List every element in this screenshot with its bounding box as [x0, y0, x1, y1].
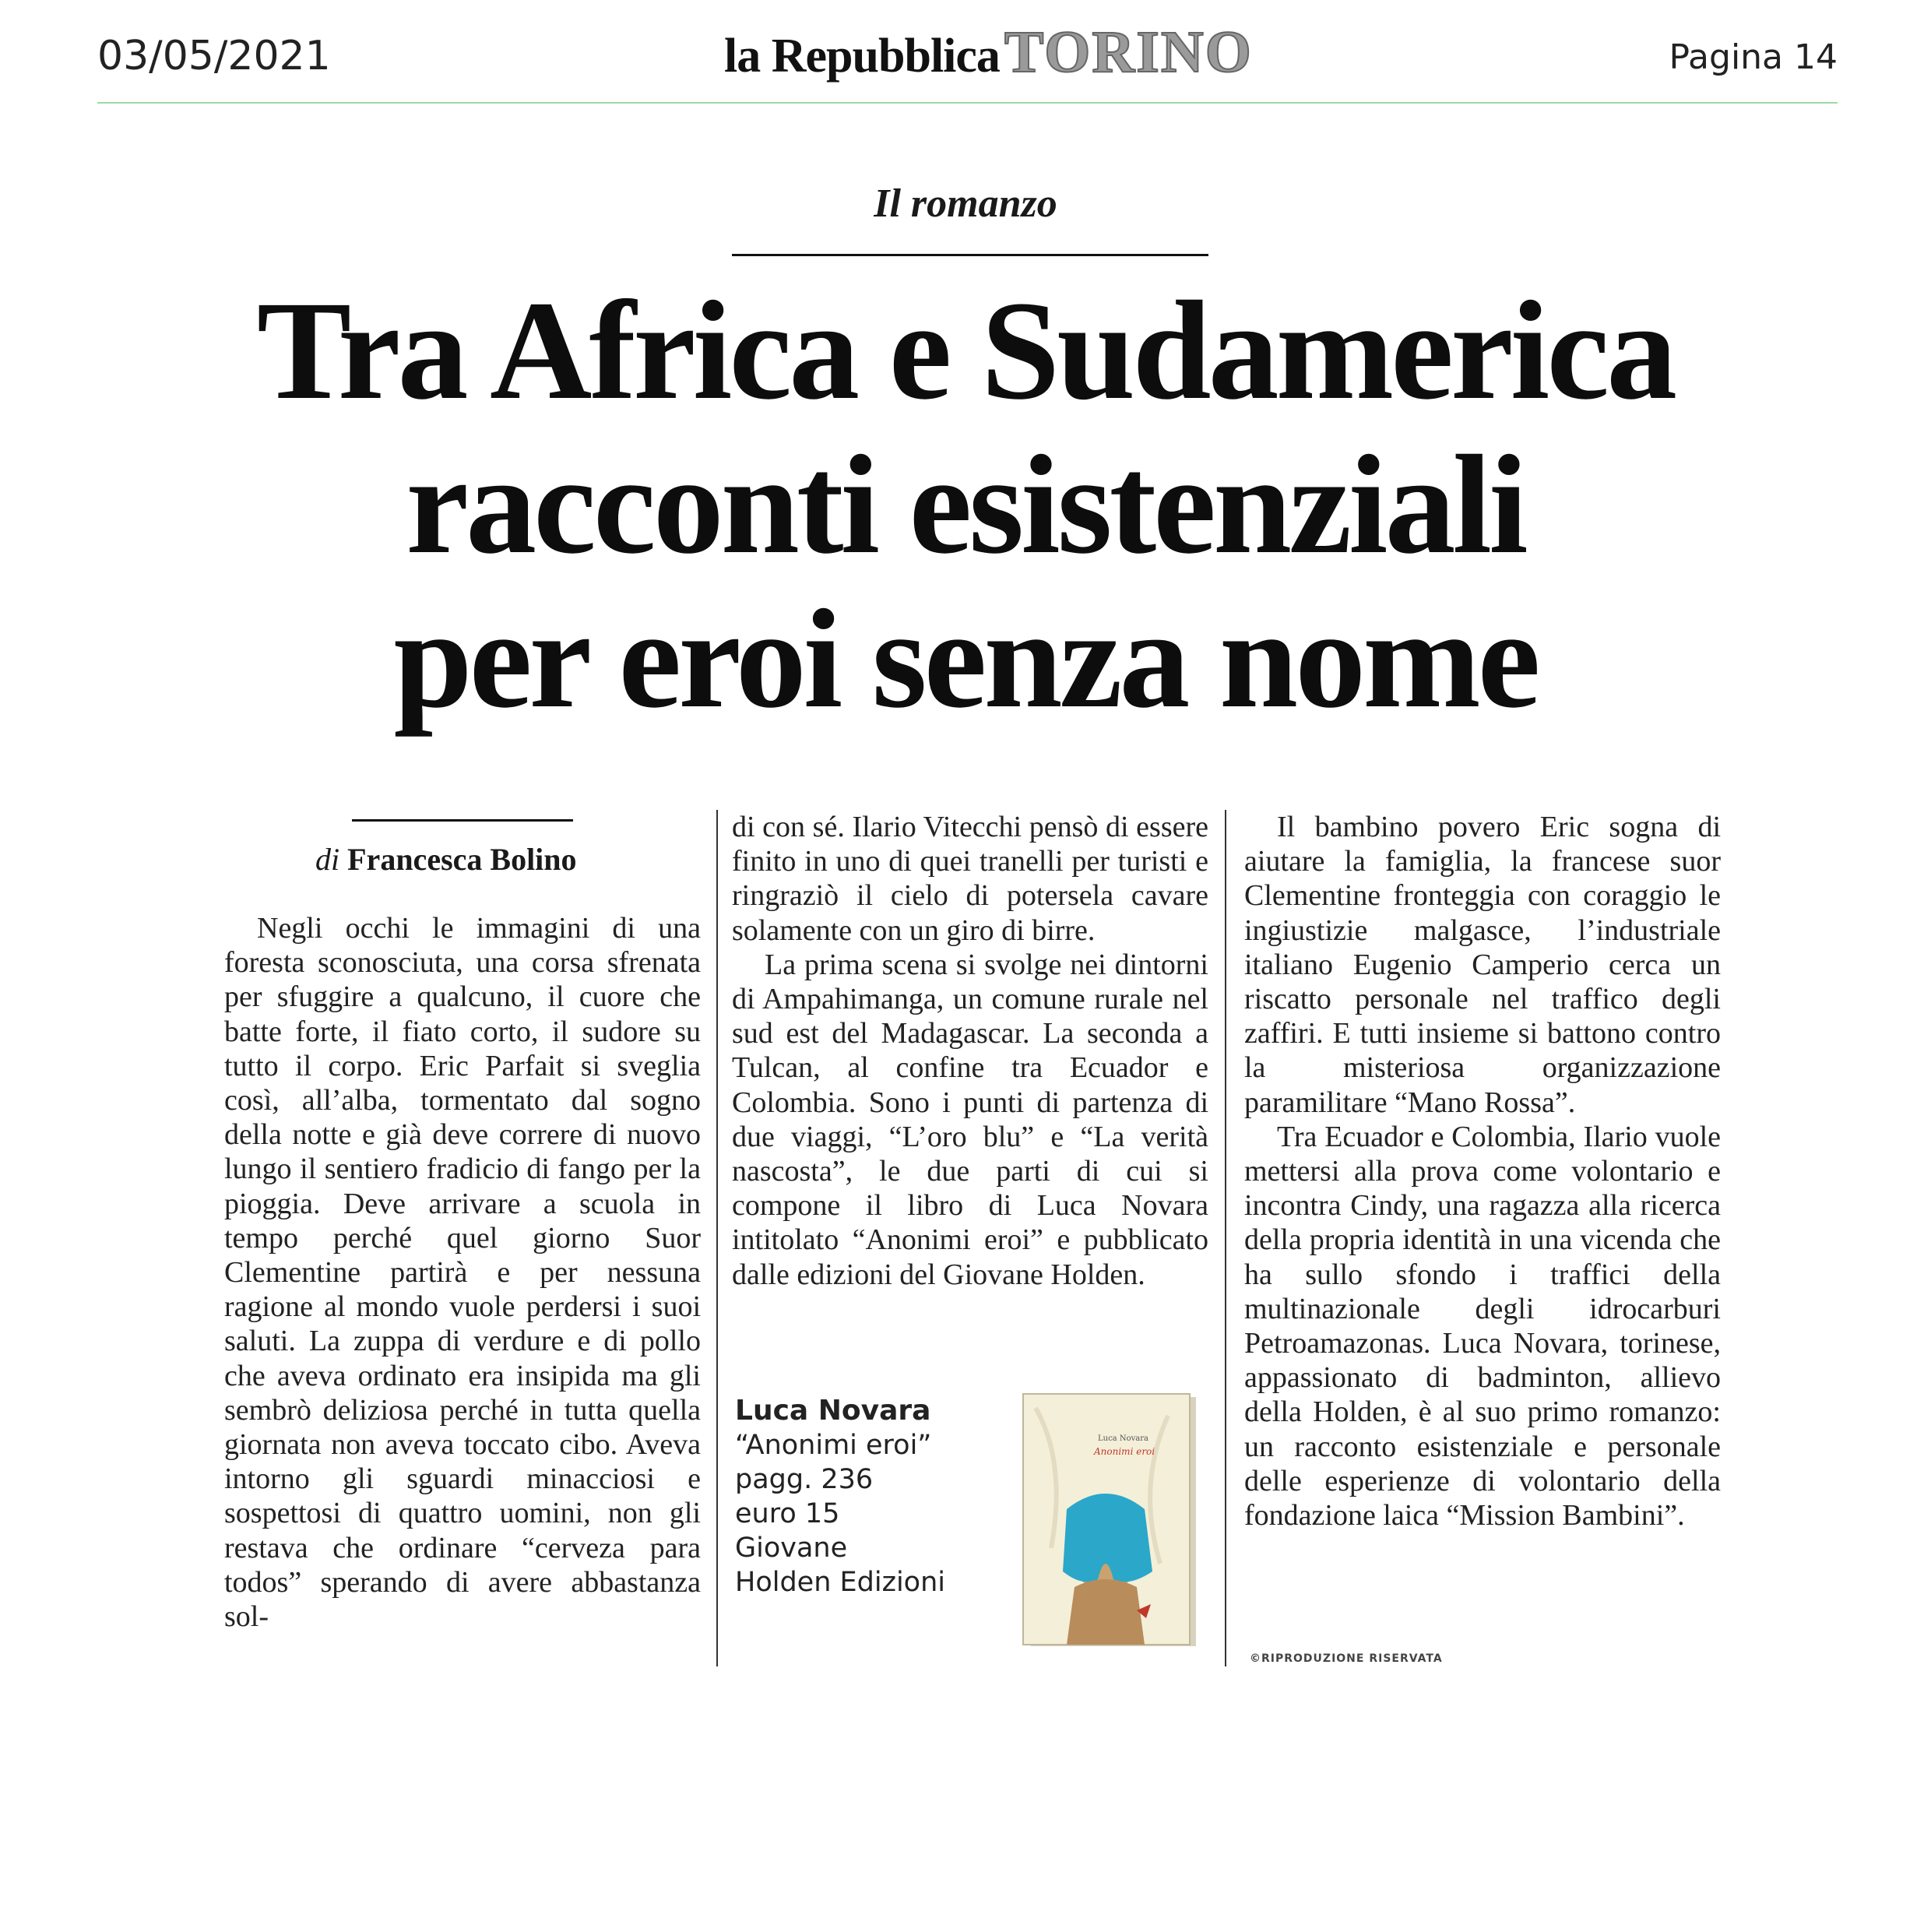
cover-figure-body	[1067, 1579, 1145, 1645]
headline-line-3: per eroi senza nome	[393, 581, 1538, 737]
headline-line-2: racconti esistenziali	[406, 427, 1525, 583]
byline	[315, 841, 577, 878]
paragraph: Tra Ecuador e Colombia, Ilario vuole mettersi alla prova come volontario e incontra Cindy, una ragazza alla ricerca della propria identità in una vicenda che ha sullo sfondo i traffici della multinazionale degli idrocarburi Petroamazonas. Luca Novara, torinese, appassionato di badminton, allievo della Holden, è al suo primo romanzo: un racconto esistenziale e personale delle esperienze di volontario della fondazione laica “Mission Bambini”.	[1244, 1120, 1721, 1533]
masthead-logo	[724, 19, 1253, 85]
headline-line-1: Tra Africa e Sudamerica	[256, 273, 1675, 429]
article-headline	[0, 274, 1931, 737]
article-kicker: Il romanzo	[874, 181, 1057, 226]
book-info-box	[735, 1394, 945, 1599]
cover-author: Luca Novara	[1098, 1434, 1148, 1443]
paragraph: Negli occhi le immagini di una foresta sconosciuta, una corsa sfrenata per sfuggire a qualcuno, il cuore che batte forte, il fiato corto, il sudore su tutto il corpo. Eric Parfait si sveglia così, all’alba, tormentato dal sogno della notte e già deve correre di nuovo lungo il sentiero fradicio di fango per la pioggia. Deve arrivare a scuola in tempo perché quel giorno Suor Clementine partirà e per nessuna ragione al mondo vuole perdersi i suoi saluti. La zuppa di verdure e di pollo che aveva ordinato era insipida ma gli sembrò deliziosa perché in tutta quella giornata non aveva toccato cibo. Aveva intorno gli sguardi minacciosi e sospettosi di quattro uomini, non gli restava che ordinare “cerveza para todos” sperando di avere abbastanza sol-	[224, 912, 701, 1634]
book-publisher-line-2: Holden Edizioni	[735, 1567, 945, 1598]
masthead-main: la Repubblica	[724, 30, 1000, 83]
book-publisher-line-1: Giovane	[735, 1533, 848, 1564]
article-column-1	[224, 911, 701, 1634]
paragraph: Il bambino povero Eric sogna di aiutare la famiglia, la francese suor Clementine fronteggia con coraggio le ingiustizie malgasce, l’industriale italiano Eugenio Camperio cerca un riscatto personale nel traffico degli zaffiri. E tutti insieme si battono contro la misteriosa organizzazione paramilitare “Mano Rossa”.	[1244, 811, 1721, 1119]
header-date: 03/05/2021	[97, 33, 331, 79]
byline-author: Francesca Bolino	[347, 842, 577, 877]
paragraph: di con sé. Ilario Vitecchi pensò di essere finito in uno di quei tranelli per turisti e ringraziò il cielo di potersela cavare solamente con un giro di birre.	[732, 811, 1208, 947]
header-divider	[97, 102, 1838, 104]
book-pages: pagg. 236	[735, 1464, 874, 1495]
column-divider	[1225, 810, 1226, 1666]
column-divider	[716, 810, 718, 1666]
copyright-notice: ©RIPRODUZIONE RISERVATA	[1250, 1652, 1443, 1665]
book-title: “Anonimi eroi”	[735, 1430, 932, 1461]
byline-divider	[352, 819, 573, 822]
article-column-3	[1244, 810, 1721, 1533]
byline-prefix: di	[315, 842, 340, 877]
paragraph: La prima scena si svolge nei dintorni di Ampahimanga, un comune rurale nel sud est del Madagascar. La seconda a Tulcan, al confine tra Ecuador e Colombia. Sono i punti di partenza di due viaggi, “L’oro blu” e “La verità nascosta”, le due parti di cui si compone il libro di Luca Novara intitolato “Anonimi eroi” e pubblicato dalle edizioni del Giovane Holden.	[732, 948, 1208, 1291]
kicker-divider	[732, 254, 1208, 256]
article-column-2	[732, 810, 1208, 1292]
header-page-number: Pagina 14	[1669, 37, 1838, 77]
book-cover-image	[1020, 1392, 1199, 1649]
book-price: euro 15	[735, 1498, 840, 1529]
cover-title: Anonimi eroi	[1094, 1446, 1155, 1457]
masthead-edition: TORINO	[1004, 19, 1253, 85]
book-author: Luca Novara	[735, 1395, 931, 1427]
